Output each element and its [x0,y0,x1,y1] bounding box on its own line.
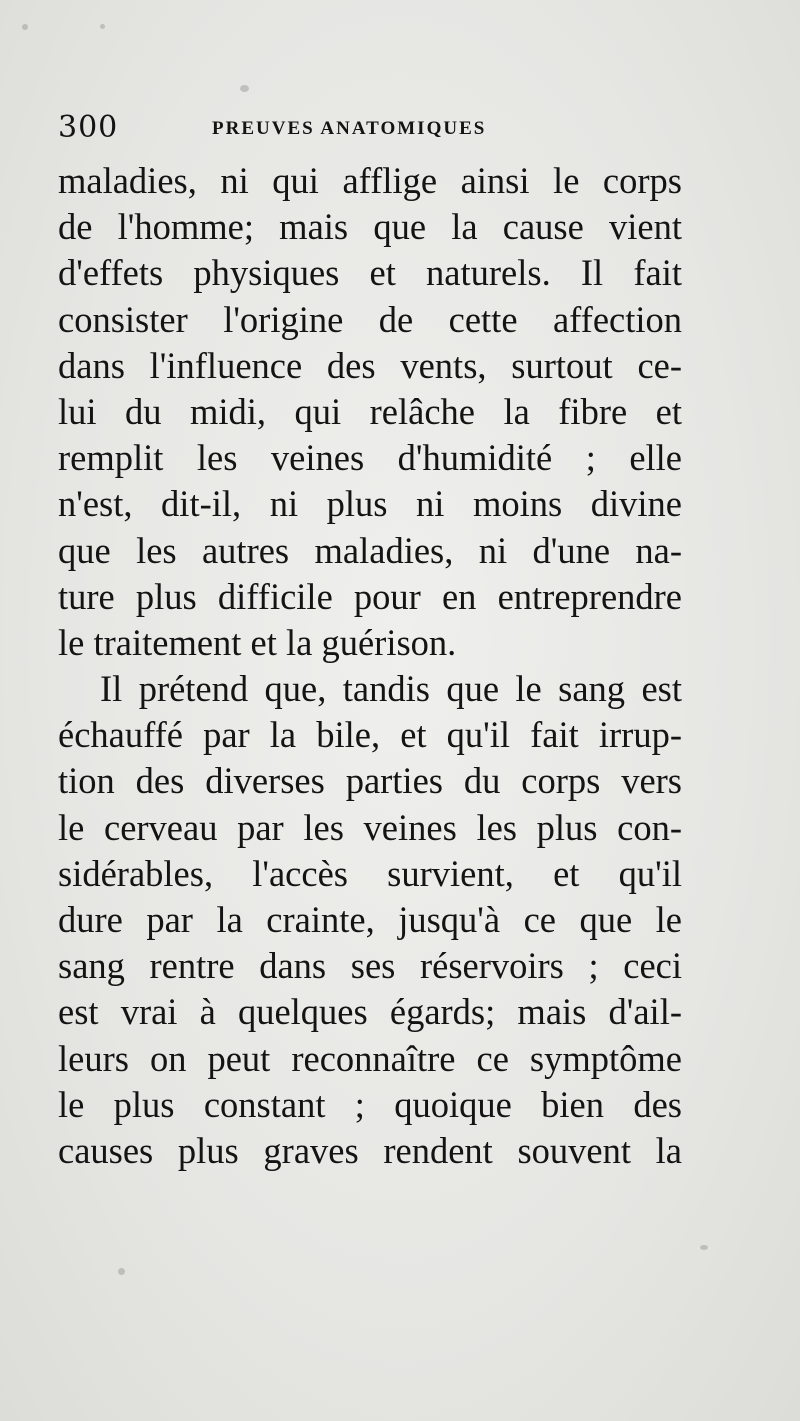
text-line: sidérables, l'accès survient, et qu'il [58,852,682,894]
text-line: dans l'influence des vents, surtout ce- [58,344,682,386]
paper-speck [22,24,28,30]
text-line: ture plus difficile pour en entreprendre [58,575,682,617]
body-text [58,158,682,1174]
paragraph-2 [58,666,682,1174]
text-line: n'est, dit-il, ni plus ni moins divine [58,483,682,525]
text-line: leurs on peut reconnaître ce symptôme [58,1037,682,1079]
text-line: sang rentre dans ses réservoirs ; ceci [58,945,682,987]
text-line: de l'homme; mais que la cause vient [58,206,682,248]
text-line: lui du midi, qui relâche la fibre et [58,390,682,432]
text-line: tion des diverses parties du corps vers [58,760,682,802]
text-line: le plus constant ; quoique bien des [58,1083,682,1125]
text-line: remplit les veines d'humidité ; elle [58,437,682,479]
text-line: le traitement et la guérison. [58,621,457,663]
text-line: Il prétend que, tandis que le sang est [100,668,682,710]
running-head: PREUVES ANATOMIQUES [212,118,487,139]
text-line: consister l'origine de cette affection [58,298,682,340]
page-header [58,110,698,150]
paper-speck [118,1268,125,1275]
text-line: causes plus graves rendent souvent la [58,1129,682,1171]
text-line: maladies, ni qui afflige ainsi le corps [58,160,682,201]
paragraph-1 [58,158,682,666]
text-line: est vrai à quelques égards; mais d'ail- [58,991,682,1033]
paper-speck [240,85,249,92]
paper-speck [700,1245,708,1250]
text-line: dure par la crainte, jusqu'à ce que le [58,899,682,940]
text-line: que les autres maladies, ni d'une na- [58,529,682,571]
page-number: 300 [58,110,119,145]
text-line: d'effets physiques et naturels. Il fait [58,252,682,294]
text-line: échauffé par la bile, et qu'il fait irrup- [58,714,682,756]
paper-speck [100,24,105,29]
text-line: le cerveau par les veines les plus con- [58,806,682,848]
